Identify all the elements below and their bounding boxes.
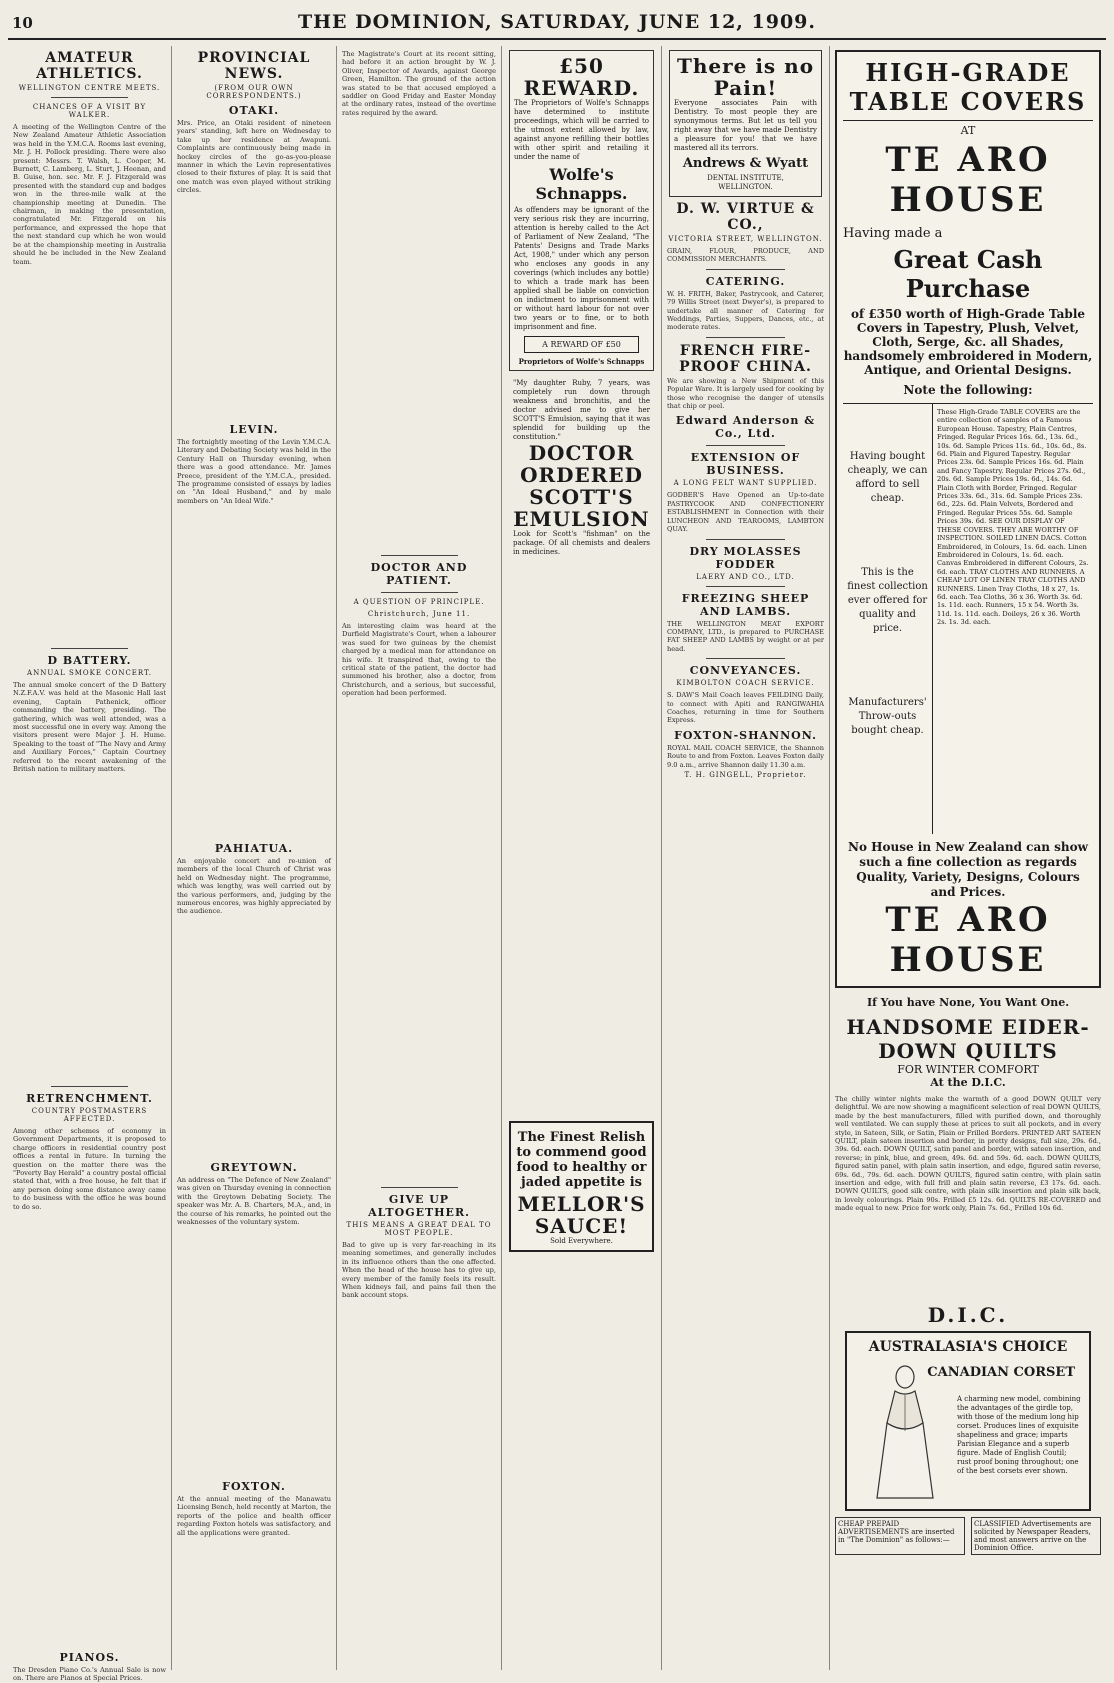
advert-store-name: TE ARO HOUSE (885, 140, 1051, 220)
article-heading-battery: D BATTERY. (47, 654, 132, 667)
article-subheading: WELLINGTON CENTRE MEETS. (18, 84, 161, 92)
advert-heading: SCOTT'S (529, 485, 634, 509)
article-heading-athletics: AMATEUR ATHLETICS. (36, 50, 143, 82)
advert-text: The Finest Relish to commend good food to healthy or jaded appetite is (516, 1130, 647, 1190)
advert-bottom-line: No House in New Zealand can show such a fine collection as regards Quality, Variety, Designs, Colours and Prices. (848, 840, 1088, 899)
advert-tagline: If You have None, You Want One. (866, 996, 1070, 1009)
advert-text: "My daughter Ruby, 7 years, was completely run down through weakness and bronchitis, and the doctor advised me to give her SCOTT'S Emulsion, saying that it was splendid for building up the constitution." (513, 379, 650, 441)
advert-footer: Proprietors of Wolfe's Schnapps (518, 357, 645, 366)
masthead (8, 6, 1106, 40)
advert-logo: Wolfe's Schnapps. (535, 165, 628, 203)
advert-heading: SAUCE! (534, 1214, 629, 1238)
divider (51, 648, 128, 649)
advert-claim: Having bought cheaply, we can afford to sell cheap. (847, 451, 928, 504)
article-heading-pianos: PIANOS. (59, 1651, 120, 1664)
corset-figure-icon (865, 1363, 945, 1503)
advert-split (843, 403, 1093, 834)
advert-heading-extension: EXTENSION OF BUSINESS. (690, 451, 801, 478)
advert-footer: LAERY AND CO., LTD. (696, 572, 795, 581)
advert-heading-molasses: DRY MOLASSES FODDER (689, 544, 802, 571)
divider (706, 658, 785, 659)
divider (706, 445, 785, 446)
article-body: An interesting claim was heard at the Durfield Magistrate's Court, when a labourer was sued for two guineas by the chemist charged by a medical man for attendance on his wife. It transpired that, owing to the critical state of the patient, the doctor had summoned his brother, also a doctor, from Christchurch, and a serious, but successful, operation had been performed. (342, 622, 496, 698)
column-1 (8, 46, 172, 1683)
advert-te-aro-house (835, 50, 1101, 988)
article-subheading: THIS MEANS A GREAT DEAL TO MOST PEOPLE. (346, 1221, 492, 1237)
advert-heading: HANDSOME EIDER-DOWN QUILTS (846, 1015, 1090, 1063)
advert-note: Note the following: (903, 383, 1033, 397)
column-2 (172, 46, 337, 1670)
advert-text: GODBER'S Have Opened an Up-to-date PASTRYCOOK AND CONFECTIONERY ESTABLISHMENT in Connection with their LUNCHEON AND TEAROOMS, LAMBTON QUAY. (667, 491, 824, 534)
advert-headline: Great Cash Purchase (893, 245, 1043, 303)
advert-footer: WELLINGTON. (718, 183, 773, 191)
newspaper-title: THE DOMINION, SATURDAY, JUNE 12, 1909. (297, 11, 817, 33)
article-heading-doctor: DOCTOR AND PATIENT. (370, 561, 468, 587)
advert-heading-catering: CATERING. (705, 274, 786, 288)
advert-heading-foxton-shannon: FOXTON-SHANNON. (674, 728, 817, 742)
article-heading-provincial: PROVINCIAL NEWS. (197, 50, 311, 82)
classified-notice: CHEAP PREPAID ADVERTISEMENTS are inserted in "The Dominion" as follows:— (835, 1517, 965, 1555)
article-body: The Dresden Piano Co.'s Annual Sale is now on. There are Pianos at Special Prices. (13, 1666, 166, 1683)
divider (706, 269, 785, 270)
advert-text: THE WELLINGTON MEAT EXPORT COMPANY, LTD., is prepared to PURCHASE FAT SHEEP AND LAMBS by weight or at per head. (667, 619, 824, 653)
advert-at: AT (960, 124, 976, 137)
divider (706, 539, 785, 540)
advert-heading: ORDERED (520, 463, 643, 487)
advert-body: of £350 worth of High-Grade Table Covers in Tapestry, Plush, Velvet, Cloth, Serge, &c. all Shades, handsomely embroidered in Modern, Antique, and Oriental Designs. (843, 307, 1093, 377)
advert-text: The Proprietors of Wolfe's Schnapps have determined to institute proceedings, which will be carried to the utmost extent allowed by law, against anyone refilling their bottles with other spirit and retailing it under the name of (514, 99, 649, 161)
advert-dentist (669, 50, 822, 197)
advert-logo: Andrews & Wyatt (682, 156, 809, 171)
divider (706, 586, 785, 587)
advert-heading-virtue: D. W. VIRTUE & CO., (676, 201, 815, 233)
advert-subheading: A LONG FELT WANT SUPPLIED. (673, 479, 818, 488)
advert-heading-china: FRENCH FIRE-PROOF CHINA. (679, 342, 812, 375)
advert-text: As offenders may be ignorant of the very serious risk they are incurring, attention is hereby called to the Act of Parliament of New Zealand, "The Patents' Designs and Trade Marks Act, 1908," under which any person who encloses any goods in any coverings (which includes any bottle) to which a trade mark has been applied shall be liable on conviction on indictment to imprisonment with or without hard labour for not over two years or to fine, or to both imprisonment and fine. (514, 206, 649, 331)
article-heading-give-up: GIVE UP ALTOGETHER. (368, 1193, 470, 1219)
advert-text: Look for Scott's "fishman" on the package. Of all chemists and dealers in medicines. (513, 530, 650, 556)
advert-price-list: These High-Grade TABLE COVERS are the entire collection of samples of a Famous European House. Tapestry, Plain Centres, Fringed. Regular Prices 16s. 6d., 13s. 6d., 10s. 6d. Sample Prices 11s. 6d., 10s. 6d., 8s. 6d. Plain and Figured Tapestry. Regular Prices 23s. 6d. Sample Prices 16s. 6d. Plain and Fancy Tapestry. Regular Prices 27s. 6d., 20s. 6d. Sample Prices 19s. 6d., 14s. 6d. Plain Cloth with Border, Fringed. Regular Prices 33s. 6d., 31s. 6d. Sample Prices 23s. 6d., 22s. 6d. Plain Velvets, Bordered and Fringed. Regular Prices 55s. 6d. Sample Prices 39s. 6d. SEE OUR DISPLAY OF THESE COVERS. THEY ARE WORTHY OF INSPECTION. SOILED LINEN DACS. Cotton Embroidered, in Colours, 1s. 6d. each. Linen Embroidered in Colours, 1s. 6d. each. Canvas Embroidered in different Colours, 2s. 6d. each. TRAY CLOTHS AND RUNNERS. A CHEAP LOT OF LINEN TRAY CLOTHS AND RUNNERS. Linen Tray Cloths, 18 x 27, 1s. 6d. each. Tea Cloths, 36 x 36. Worth 3s. 6d. 1s. 11d. each. Runners, 15 x 54. Worth 3s. 11d. 1s. 11d. each. Doileys, 26 x 36. Worth 2s. 1s. 3d. each. (937, 408, 1089, 627)
article-subheading: ANNUAL SMOKE CONCERT. (27, 669, 152, 677)
advert-footer: Sold Everywhere. (550, 1237, 613, 1245)
article-body: A meeting of the Wellington Centre of the New Zealand Amateur Athletic Association was held in the Y.M.C.A. Rooms last evening, Mr. J. H. Pollock presiding. There were also present: Messrs. T. Walsh, L. Cooper, M. Burnett, C. Lamberg, L. Sturt, J. Heenan, and B. Guise, hon. sec. Mr. F. J. Fitzgerald was presented with the standard cup and badges won in the three-mile walk at the championship meeting at Dunedin. The chairman, in making the presentation, congratulated Mr. Fitzgerald on his performance, and expressed the hope that the next standard cup which he won would be at the championship meeting in Australia should he be included in the New Zealand team. (13, 123, 166, 266)
article-body: The fortnightly meeting of the Levin Y.M.C.A. Literary and Debating Society was held in the Century Hall on Thursday evening, when there was a good attendance. Mr. James Preece, president of the Y.M.C.A., presided. The programme consisted of essays by ladies on "An Ideal Husband," and by male members on "An Ideal Wife." (177, 438, 331, 505)
divider (51, 97, 128, 98)
advert-heading: AUSTRALASIA'S CHOICE (868, 1339, 1068, 1355)
classified-notice: CLASSIFIED Advertisements are solicited by Newspaper Readers, and most answers arrive on the Dominion Office. (971, 1517, 1101, 1555)
advert-claim: This is the finest collection ever offered for quality and price. (847, 567, 928, 634)
article-heading-retrenchment: RETRENCHMENT. (26, 1092, 153, 1105)
advert-wolfes-schnapps (509, 50, 654, 371)
column-6 (830, 46, 1106, 1670)
column-3 (337, 46, 502, 1670)
advert-text: S. DAW'S Mail Coach leaves FEILDING Daily, to connect with Apiti and RANGIWAHIA Coaches, returning in time for Southern Express. (667, 691, 824, 725)
advert-heading: DOCTOR (528, 441, 635, 465)
place-heading-foxton: FOXTON. (222, 1480, 286, 1493)
advert-subheading: VICTORIA STREET, WELLINGTON. (668, 235, 823, 243)
advert-footer: DENTAL INSTITUTE, (707, 174, 784, 182)
article-dateline: Christchurch, June 11. (367, 610, 471, 618)
advert-heading: CANADIAN CORSET (927, 1365, 1075, 1380)
article-body: The Magistrate's Court at its recent sitting, had before it an action brought by W. J. Oliver, Inspector of Awards, against George Green, Hamilton. The ground of the action was stated to be that accused employed a saddler on Good Friday and Easter Monday at the ordinary rates, instead of the overtime rates required by the award. (342, 50, 496, 117)
divider (51, 1086, 128, 1087)
advert-text: ROYAL MAIL COACH SERVICE, the Shannon Route to and from Foxton. Leaves Foxton daily 9.0 a.m., arrive Shannon daily 11.30 a.m. (667, 743, 824, 769)
article-body: An address on "The Defence of New Zealand" was given on Thursday evening in connection with the Greytown Debating Society. The speaker was Mr. A. B. Charters, M.A., and, in the course of his remarks, he pointed out the weaknesses of the voluntary system. (177, 1176, 331, 1227)
advert-claim: Manufacturers' Throw-outs bought cheap. (848, 697, 927, 736)
advert-intro: Having made a (843, 226, 943, 241)
article-body: The annual smoke concert of the D Battery N.Z.F.A.V. was held at the Masonic Hall last evening, Captain Pathenick, officer commanding the battery, presiding. The gathering, which was well attended, was a most successful one in every way. Among the visitors present were Major J. H. Hume. Speaking to the toast of "The Navy and Army and Auxiliary Forces," Captain Courtney referred to the recent awakening of the British nation to military matters. (13, 681, 166, 774)
place-heading-greytown: GREYTOWN. (210, 1161, 298, 1174)
advert-footer: Edward Anderson & Co., Ltd. (675, 414, 816, 441)
advert-title: HIGH-GRADE TABLE COVERS (843, 58, 1093, 121)
advert-text: The chilly winter nights make the warmth of a good DOWN QUILT very delightful. We are now showing a magnificent selection of real DOWN QUILTS, made by the best manufacturers, filled with purified down, and thoroughly well ventilated. We can supply these at prices to suit all pockets, and in every style, in Sateen, Silk, or Satin, Plain or Frilled Borders. PRINTED ART SATEEN QUILT, plain sateen insertion and border, in pretty designs, full size, 29s. 6d., 39s. 6d. each. DOWN QUILT, satin panel and border, with sateen insertion, and reverse; in pink, blue, and green, 49s. 6d. and 59s. 6d. each. DOWN QUILTS, figured satin panel, with plain satin insertion, and edge, figured satin reverse, 69s. 6d., 79s. 6d. each. DOWN QUILTS, figured satin centre, with plain satin insertion and edge, with full frill and plain satin reverse, £3 17s. 6d. each. DOWN QUILTS, good silk centre, with plain silk insertion and plain silk back, in lovely colourings. Plain 90s. Frilled £5 12s. 6d. QUILTS RE-COVERED and made equal to new. Price for work only, Plain 7s. 6d., Frilled 10s 6d. (835, 1095, 1101, 1213)
place-heading-levin: LEVIN. (229, 423, 279, 436)
dic-heading: D.I.C. (927, 1303, 1009, 1327)
article-body: Among other schemes of economy in Government Departments, it is proposed to charge officers in residential country post offices a rental in future. In turning the question on the matter there was the "Poverty Bay Herald" a country postal official stated that, with a free house, he felt that if any person doing some distance away came to do business with the office he was bound to do so. (13, 1127, 166, 1211)
advert-heading: MELLOR'S (517, 1192, 646, 1216)
advert-box: A REWARD OF £50 (524, 336, 639, 353)
divider (381, 592, 458, 593)
advert-mellors-sauce (509, 1121, 654, 1252)
divider (706, 337, 785, 338)
article-body: Mrs. Price, an Otaki resident of nineteen years' standing, left here on Wednesday to take up her residence at Awapuni. Complaints are continuously being made in hockey circles of the go-as-you-please manner in which the Levin representatives closed to their fixtures of play. It is said that one match was even played without striking circles. (177, 119, 331, 195)
advert-text: W. H. FRITH, Baker, Pastrycook, and Caterer, 79 Willis Street (next Dwyer's), is prepared to undertake all manner of Catering for Weddings, Parties, Suppers, Dances, etc., at moderate rates. (667, 289, 824, 332)
article-subheading: COUNTRY POSTMASTERS AFFECTED. (31, 1107, 148, 1123)
article-body: An enjoyable concert and re-union of members of the local Church of Christ was held on Wednesday night. The programme, which was lengthy, was well carried out by the various performers, and, judging by the numerous encores, was highly appreciated by the audience. (177, 857, 331, 916)
advert-heading-conveyances: CONVEYANCES. (689, 664, 802, 678)
divider (381, 555, 458, 556)
article-subheading: A QUESTION OF PRINCIPLE. (353, 598, 485, 606)
advert-left-panel (843, 404, 933, 834)
advert-subheading: At the D.I.C. (930, 1076, 1006, 1089)
article-body: Bad to give up is very far-reaching in its meaning sometimes, and generally includes in its influence others than the one affected. When the head of the house has to give up, every member of the family feels its result. When kidneys fail, and pains fail then the bank account stops. (342, 1241, 496, 1300)
advert-quilts (835, 996, 1101, 1295)
advert-corset (845, 1331, 1091, 1511)
article-body: At the annual meeting of the Manawatu Licensing Bench, held recently at Marton, the reports of the police and health officer regarding Foxton hotels was satisfactory, and all the applications were granted. (177, 1495, 331, 1537)
advert-text: We are showing a New Shipment of this Popular Ware. It is largely used for cooking by those who recognise the danger of utensils that chip or peel. (667, 376, 824, 411)
page-number: 10 (12, 14, 33, 32)
article-subheading: CHANCES OF A VISIT BY WALKER. (32, 103, 147, 119)
advert-heading: £50 REWARD. (523, 54, 640, 100)
advert-heading-freezing: FREEZING SHEEP AND LAMBS. (681, 591, 810, 618)
article-subheading: (FROM OUR OWN CORRESPONDENTS.) (206, 84, 302, 100)
classified-notices (835, 1517, 1101, 1555)
advert-subheading: KIMBOLTON COACH SERVICE. (676, 679, 815, 688)
advert-footer: T. H. GINGELL, Proprietor. (684, 770, 807, 779)
place-heading-otaki: OTAKI. (228, 104, 280, 117)
column-4 (502, 46, 662, 1670)
advert-text: Everyone associates Pain with Dentistry. To most people they are synonymous terms. But let us tell you right away that we have made Dentistry a pleasure for you! that we have mastered all its terrors. (674, 99, 817, 152)
advert-text: A charming new model, combining the advantages of the girdle top, with those of the medium long hip corset. Produces lines of exquisite shapeliness and grace; imparts Parisian Elegance and a superb figure. Made of English Coutil; rust proof boning throughout; one of the best corsets ever shown. (957, 1395, 1081, 1475)
advert-scotts-emulsion (509, 375, 654, 561)
advert-text: GRAIN, FLOUR, PRODUCE, AND COMMISSION MERCHANTS. (667, 247, 824, 264)
advert-heading: EMULSION (513, 507, 650, 531)
advert-heading: There is no Pain! (676, 54, 815, 100)
advert-subheading: FOR WINTER COMFORT (897, 1063, 1039, 1076)
advert-store-name: TE ARO HOUSE (885, 900, 1051, 980)
divider (381, 1187, 458, 1188)
column-5 (662, 46, 830, 1670)
place-heading-pahiatua: PAHIATUA. (214, 842, 294, 855)
